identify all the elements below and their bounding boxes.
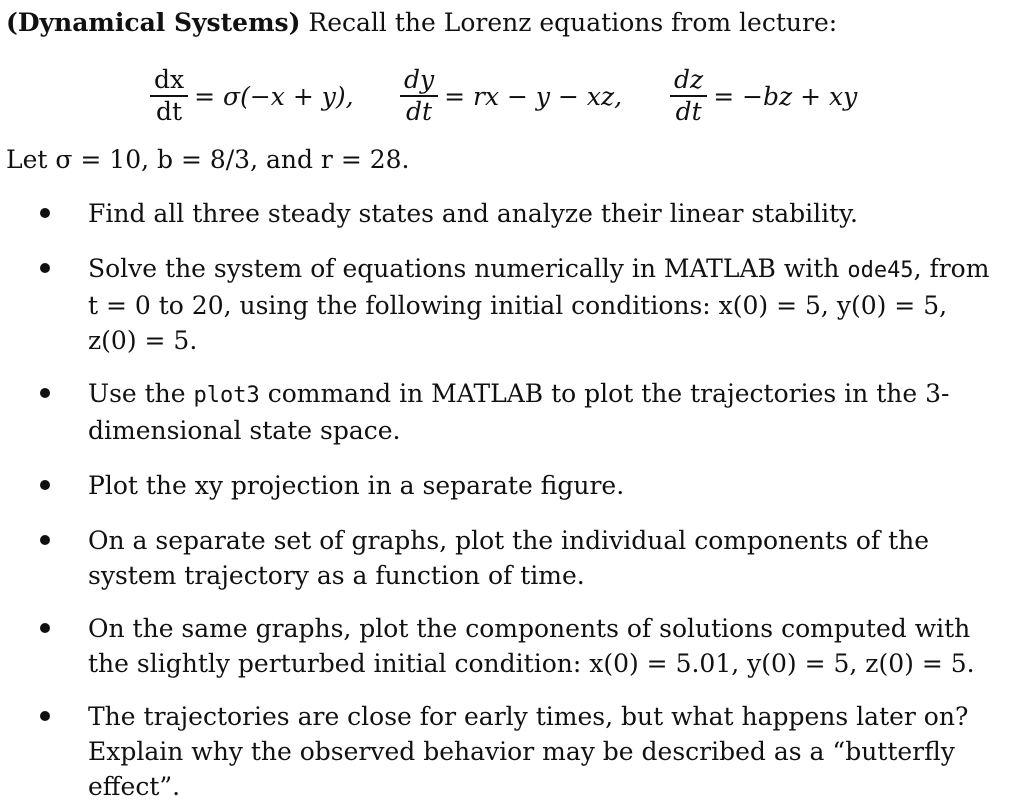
denominator: dt — [675, 97, 702, 126]
list-item — [0, 523, 1024, 593]
code-ode45: ode45 — [847, 258, 914, 283]
problem-intro: Recall the Lorenz equations from lecture: — [300, 8, 838, 37]
task-text — [88, 251, 1000, 358]
task-text: Find all three steady states and analyze their linear stability. — [88, 199, 858, 228]
bullet-icon — [40, 388, 50, 398]
equation-rhs: = σ(−x + y), — [194, 81, 354, 111]
numerator: dy — [404, 65, 435, 94]
parameter-values: Let σ = 10, b = 8/3, and r = 28. — [6, 145, 410, 174]
task-text-part: command in MATLAB to plot the trajectories in the 3-dimensional state space. — [88, 379, 950, 445]
problem-heading — [6, 6, 837, 40]
list-item — [0, 376, 1024, 448]
bullet-icon — [40, 623, 50, 633]
bullet-icon — [40, 711, 50, 721]
denominator: dt — [406, 97, 433, 126]
task-text — [88, 376, 1000, 448]
numerator: dx — [154, 65, 185, 94]
denominator: dt — [156, 97, 183, 126]
list-item — [0, 611, 1024, 681]
equation-rhs: = rx − y − xz, — [444, 81, 623, 111]
task-text: Plot the xy projection in a separate figure. — [88, 471, 625, 500]
equation-dy — [400, 60, 622, 132]
equation-dz — [670, 60, 857, 132]
bullet-icon — [40, 480, 50, 490]
derivative-dx-dt — [150, 65, 188, 127]
task-text-part: Use the — [88, 379, 194, 408]
code-plot3: plot3 — [193, 383, 260, 408]
task-text: The trajectories are close for early times, but what happens later on? Explain why the observed behavior may be described as a “butterfly effect”. — [88, 702, 969, 801]
list-item — [0, 196, 1024, 231]
bullet-icon — [40, 535, 50, 545]
derivative-dz-dt — [670, 65, 707, 127]
list-item — [0, 251, 1024, 358]
numerator: dz — [674, 65, 704, 94]
bullet-icon — [40, 208, 50, 218]
lorenz-equations — [0, 60, 1024, 132]
equation-dx — [150, 60, 354, 132]
task-text-part: , from t = 0 to 20, using the following initial conditions: x(0) = 5, y(0) = 5, z(0) = 5. — [88, 254, 990, 355]
list-item — [0, 468, 1024, 503]
task-text: On the same graphs, plot the components of solutions computed with the slightly perturbed initial condition: x(0) = 5.01, y(0) = 5, z(0) = 5. — [88, 614, 975, 678]
bullet-icon — [40, 263, 50, 273]
problem-title: (Dynamical Systems) — [6, 8, 301, 37]
equation-rhs: = −bz + xy — [713, 81, 858, 111]
task-text: On a separate set of graphs, plot the individual components of the system trajectory as a function of time. — [88, 526, 930, 590]
task-text-part: Solve the system of equations numerically in MATLAB with — [88, 254, 848, 283]
task-list — [0, 196, 1024, 804]
derivative-dy-dt — [400, 65, 438, 127]
